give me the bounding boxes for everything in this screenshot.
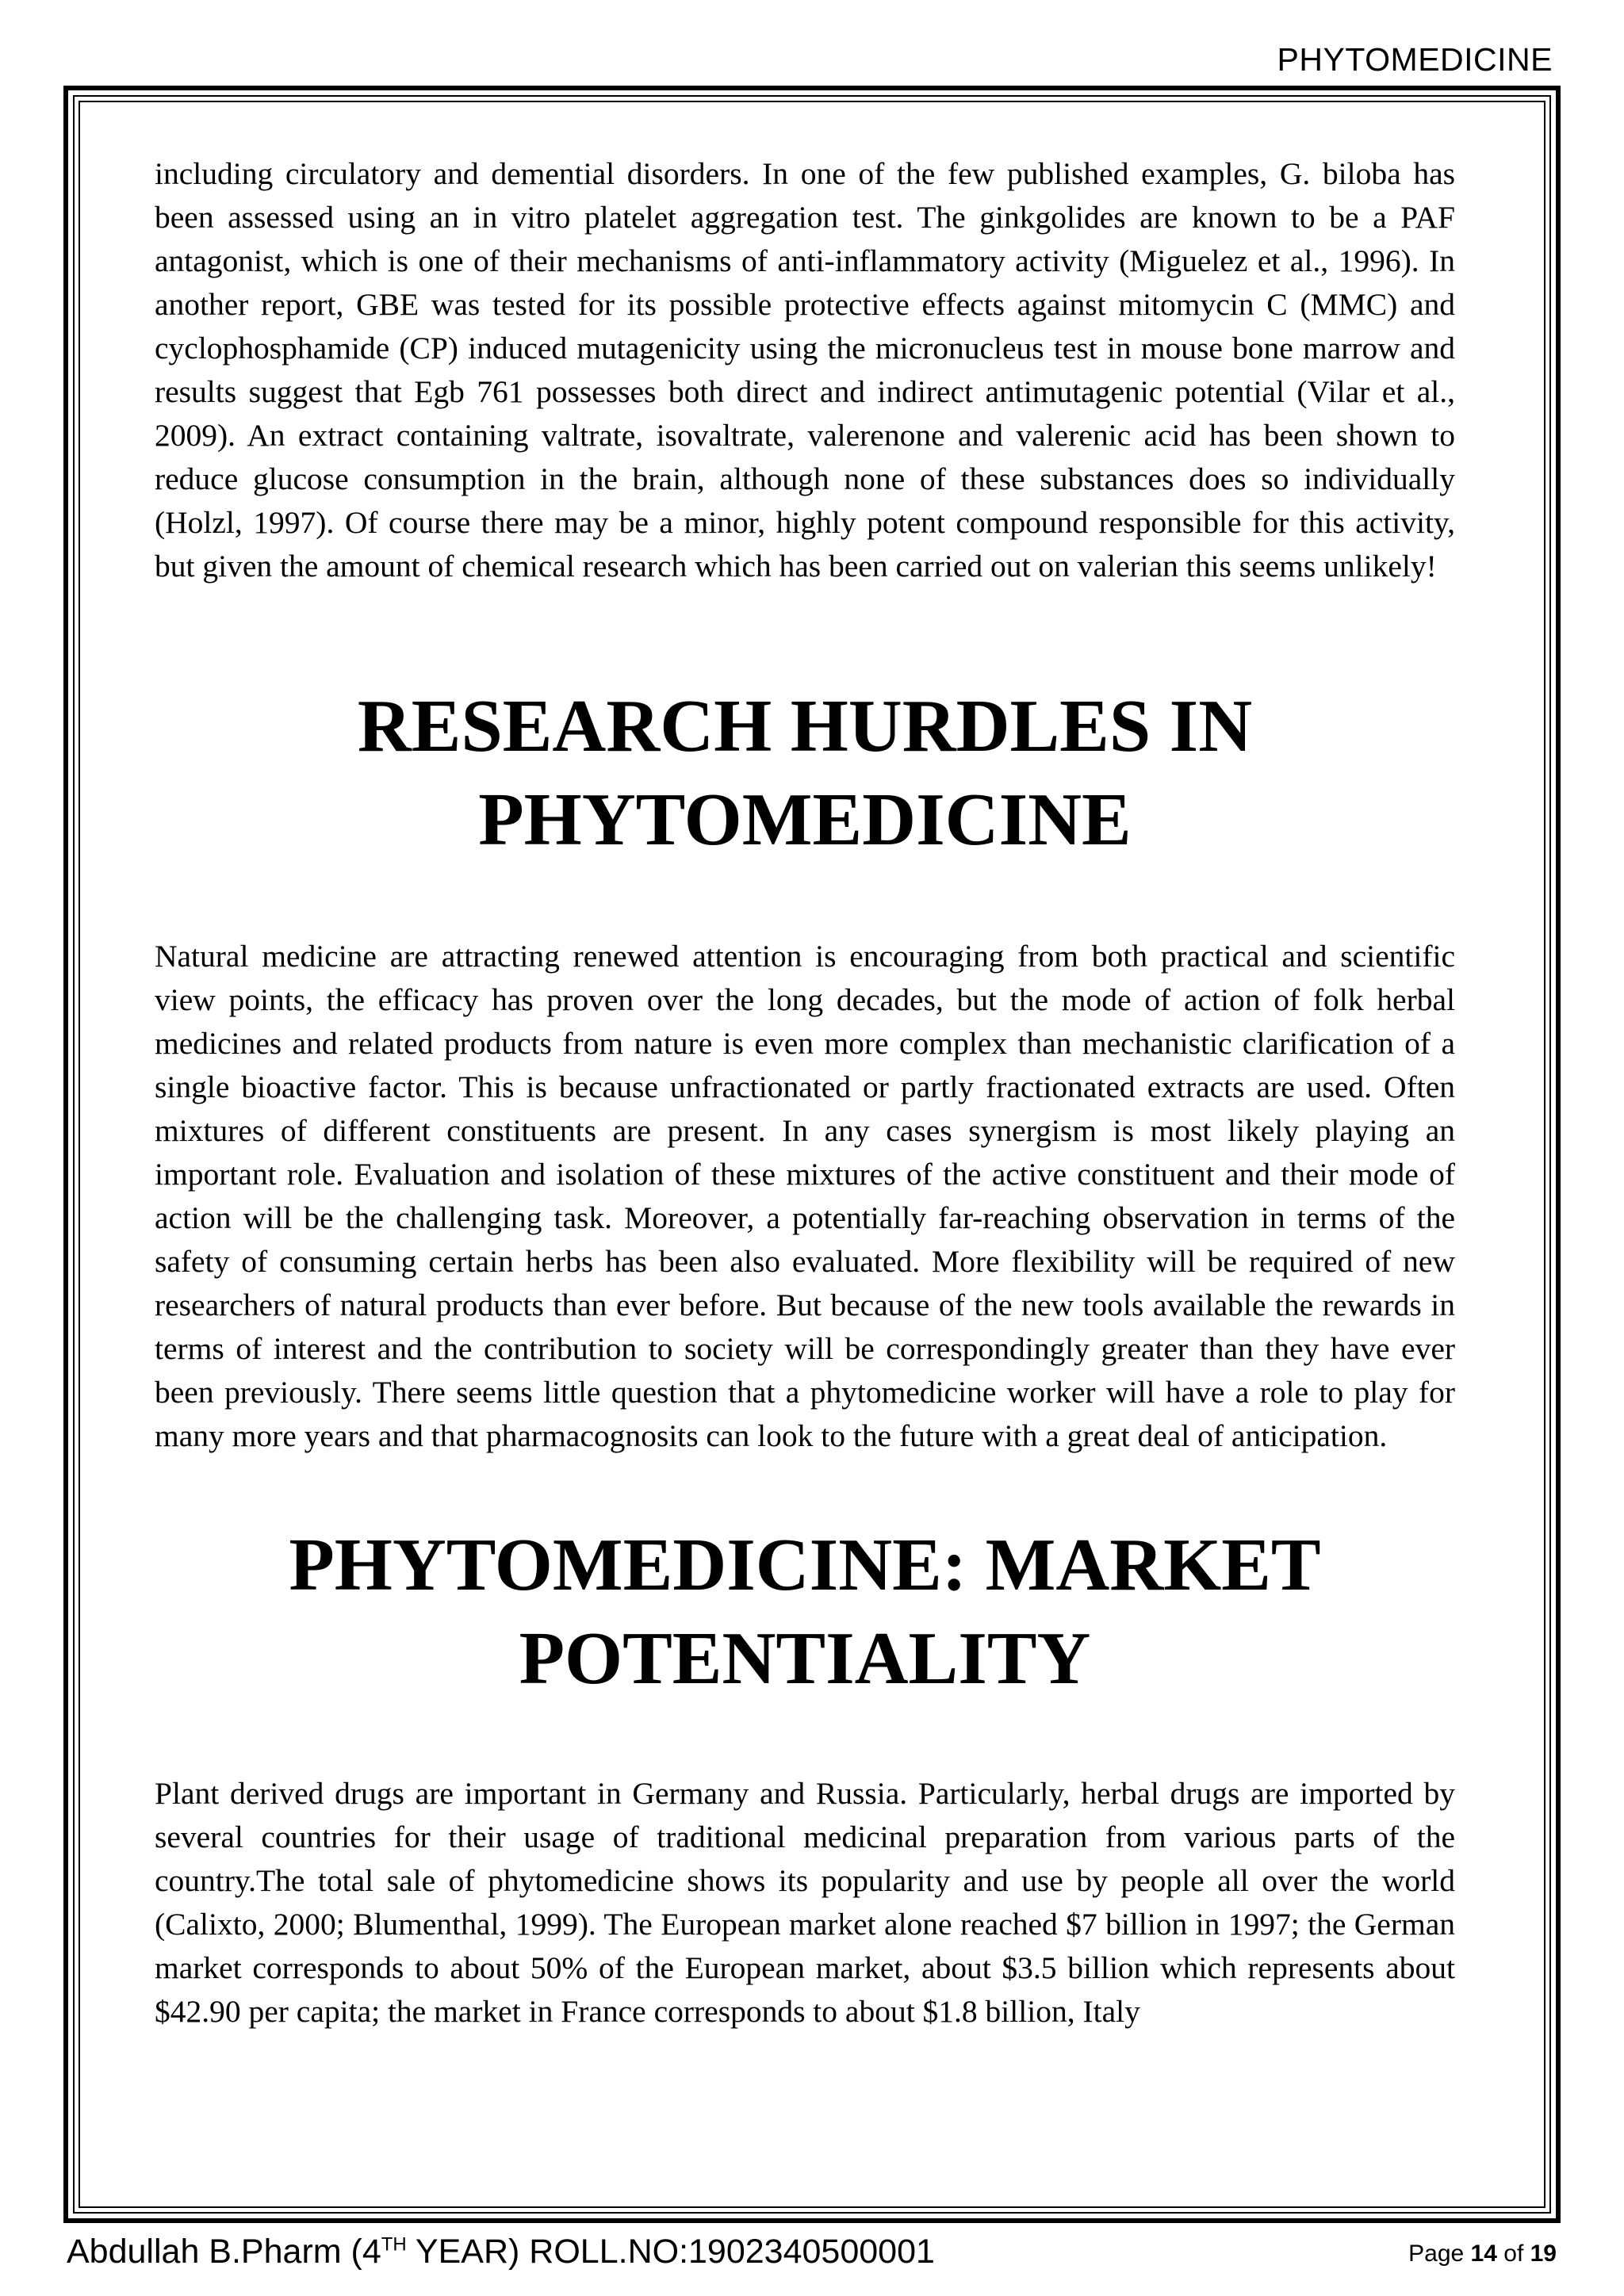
body-paragraph-ginkgo-valerian: including circulatory and demential disorders. In one of the few published examples, G. biloba has been assessed using an in vitro platelet aggregation test. The ginkgolides are known to be a PAF antagonist, which is one of their mechanisms of anti-inflammatory activity (Miguelez et al., 1996). In another report, GBE was tested for its possible protective effects against mitomycin C (MMC) and cyclophosphamide (CP) induced mutagenicity using the micronucleus test in mouse bone marrow and results suggest that Egb 761 possesses both direct and indirect antimutagenic potential (Vilar et al., 2009). An extract containing valtrate, isovaltrate, valerenone and valerenic acid has been shown to reduce glucose consumption in the brain, although none of these substances does so individually (Holzl, 1997). Of course there may be a minor, highly potent compound responsible for this activity, but given the amount of chemical research which has been carried out on valerian this seems unlikely! bbox=[155, 156, 1455, 584]
footer-page-number bbox=[1408, 2241, 1557, 2267]
footer-author-suffix: YEAR) ROLL.NO:1902340500001 bbox=[406, 2233, 935, 2271]
page-content bbox=[155, 152, 1455, 2034]
heading-line: PHYTOMEDICINE bbox=[478, 779, 1132, 861]
running-header-title: PHYTOMEDICINE bbox=[1277, 41, 1553, 78]
page-label: Page bbox=[1408, 2241, 1471, 2267]
section-heading-market-potentiality bbox=[155, 1518, 1455, 1705]
heading-line: POTENTIALITY bbox=[519, 1617, 1091, 1700]
footer-author-prefix: Abdullah B.Pharm (4 bbox=[67, 2233, 381, 2271]
heading-line: RESEARCH HURDLES IN bbox=[357, 685, 1253, 767]
body-paragraph-research-hurdles: Natural medicine are attracting renewed attention is encouraging from both practical and scientific view points, the efficacy has proven over the long decades, but the mode of action of folk herbal medicines and related products from nature is even more complex than mechanistic clarification of a single bioactive factor. This is because unfractionated or partly fractionated extracts are used. Often mixtures of different constituents are present. In any cases synergism is most likely playing an important role. Evaluation and isolation of these mixtures of the active constituent and their mode of action will be the challenging task. Moreover, a potentially far-reaching observation in terms of the safety of consuming certain herbs has been also evaluated. More flexibility will be required of new researchers of natural products than ever before. But because of the new tools available the rewards in terms of interest and the contribution to society will be correspondingly greater than they have ever been previously. There seems little question that a phytomedicine worker will have a role to play for many more years and that pharmacognosits can look to the future with a great deal of anticipation. bbox=[155, 939, 1455, 1453]
section-heading-research-hurdles bbox=[155, 679, 1455, 867]
footer-year-superscript: TH bbox=[381, 2233, 407, 2256]
body-paragraph-market: Plant derived drugs are important in Germany and Russia. Particularly, herbal drugs are imported by several countries for their usage of traditional medicinal preparation from various parts of the country.The total sale of phytomedicine shows its popularity and use by people all over the world (Calixto, 2000; Blumenthal, 1999). The European market alone reached $7 billion in 1997; the German market corresponds to about 50% of the European market, about $3.5 billion which represents about $42.90 per capita; the market in France corresponds to about $1.8 billion, Italy bbox=[155, 1776, 1455, 2029]
page-total: 19 bbox=[1530, 2241, 1557, 2267]
page-of: of bbox=[1496, 2241, 1530, 2267]
heading-line: PHYTOMEDICINE: MARKET bbox=[289, 1524, 1321, 1606]
footer-author-rollno bbox=[67, 2233, 935, 2271]
page-current: 14 bbox=[1470, 2241, 1497, 2267]
